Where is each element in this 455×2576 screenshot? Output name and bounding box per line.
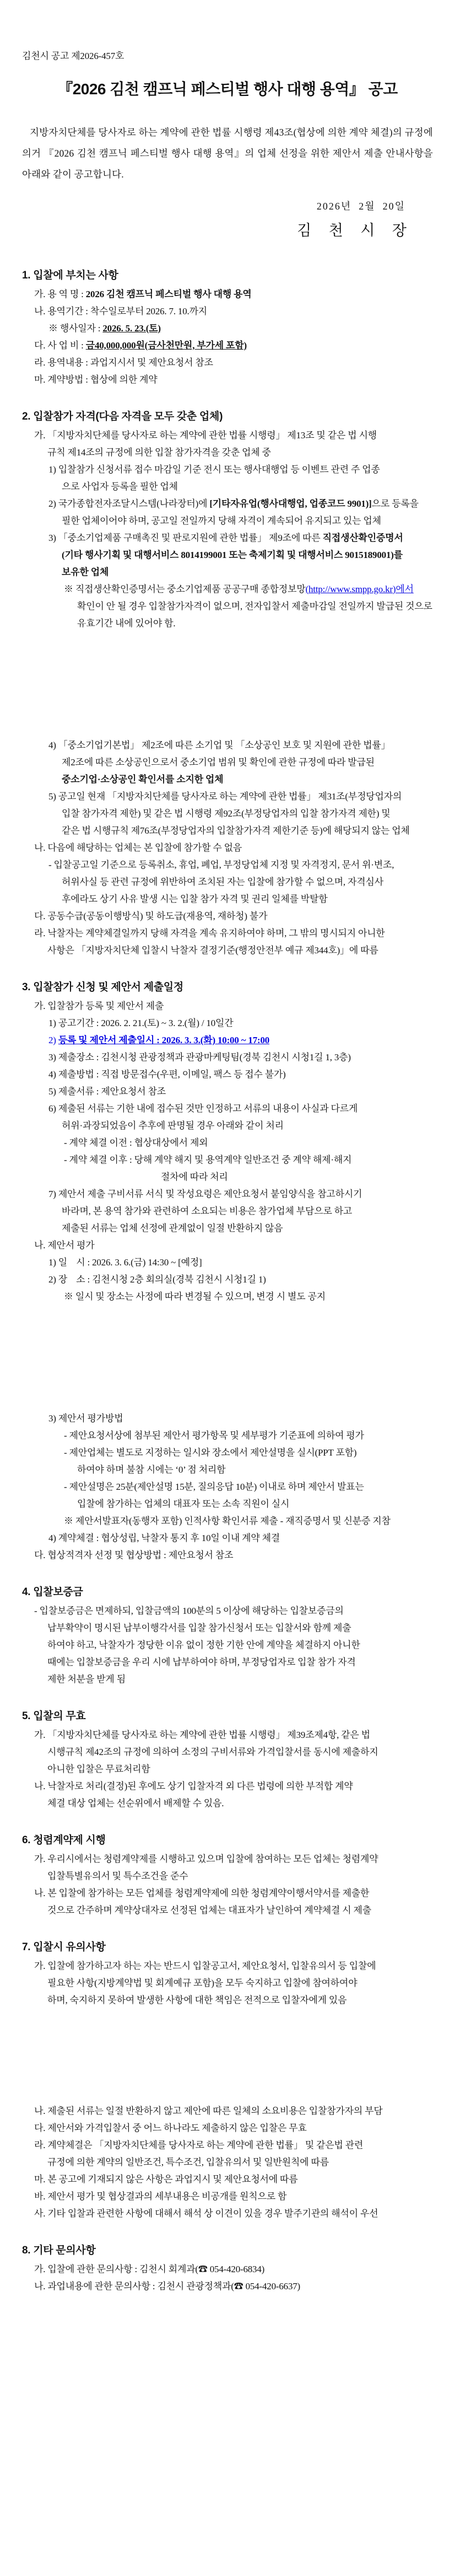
text-run: 2026 김천 캠프닉 페스티벌 행사 대행 용역 [85,288,252,299]
doc-line: 바라며, 본 용역 참가와 관련하여 소요되는 비용은 참가업체 부담으로 하고 [62,1205,353,1216]
doc-line: 4) 「중소기업기본법」 제2조에 따른 소기업 및 「소상공인 보호 및 지원에 관한 법률」 [48,739,391,750]
text-run: 2) 국가종합전자조달시스템(나라장터)에 [48,498,210,509]
text-run: [기타자유업(행사대행업, 업종코드 9901)] [209,498,372,509]
doc-line: 가. 입찰에 참가하고자 하는 자는 반드시 입찰공고서, 제안요청서, 입찰유의서 등 입찰에 [34,1960,376,1971]
doc-line [48,1032,433,1049]
doc-line: 제한 처분을 받게 됨 [47,1673,126,1684]
doc-line: 필요한 사항(지방계약법 및 회계예규 포함)을 모두 숙지하고 입찰에 참여하여야 [47,1977,358,1988]
doc-line: 라. 용역내용 : 과업지시서 및 제안요청서 참조 [34,357,213,368]
text-run: 직접생산확인증명서 [322,532,403,543]
doc-line [62,564,433,581]
doc-line: 라. 낙찰자는 계약체결일까지 당해 자격을 계속 유지하여야 하며, 그 밖의 명시되지 아니한 [34,927,385,938]
doc-line: 나. 낙찰자로 처리(결정)된 후에도 상기 입찰자격 외 다른 법령에 의한 부적합 계약 [34,1780,353,1791]
doc-line: 절차에 따라 처리 [161,1171,228,1182]
text-run: 3) 「중소기업제품 구매촉진 및 판로지원에 관한 법률」 제9조에 따른 [48,532,323,543]
section-heading: 4. 입찰보증금 [22,1586,83,1598]
mayor-signature: 김 천 시 장 [297,222,410,239]
doc-line: 6) 제출된 서류는 기한 내에 접수된 것만 인정하고 서류의 내용이 사실과 다르게 [48,1103,358,1114]
doc-line: 사항은 「지방자치단체 입찰시 낙찰자 결정기준(행정안전부 예규 제344호)」에 따름 [47,944,378,956]
doc-line: ※ 제안서발표자(동행자 포함) 인적사항 확인서류 제출 - 재직증명서 및 신분증 지참 [64,1515,391,1526]
doc-line: - 입찰공고일 기준으로 등록취소, 휴업, 폐업, 부정당업체 지정 및 자격정지, 문서 위·변조, [48,859,394,870]
doc-line: 3) 제출장소 : 김천시청 관광정책과 관광마케팅팀(경북 김천시 시청1길 1, 3층) [48,1051,351,1062]
section-heading: 3. 입찰참가 신청 및 제안서 제출일정 [22,981,183,993]
section-heading: 6. 청렴계약제 시행 [22,1834,106,1846]
doc-line: 때에는 입찰보증금을 우리 시에 납부하여야 하며, 부정당업자로 입찰 참가 자격 [47,1656,356,1667]
doc-line: 가. 입찰에 관한 문의사항 : 김천시 회계과(☎ 054-420-6834) [34,2263,265,2274]
doc-line: 마. 계약방법 : 협상에 의한 계약 [34,374,158,385]
text-run: 가. 용 역 명 : [34,288,86,299]
text-run: 2) [48,1034,58,1045]
section-heading: 7. 입찰시 유의사항 [22,1941,106,1953]
doc-line: 다. 협상적격자 선정 및 협상방법 : 제안요청서 참조 [34,1549,234,1560]
text-run: ※ 직접생산확인증명서는 중소기업제품 공공구매 종합정보망 [64,583,306,594]
page-title: 『2026 김천 캠프닉 페스티벌 행사 대행 용역』 공고 [57,80,398,98]
doc-line: 바. 제안서 평가 및 협상결과의 세부내용은 비공개를 원칙으로 함 [34,2191,287,2202]
doc-line: 규정에 의한 계약의 일반조건, 특수조건, 입찰유의서 및 일반원칙에 따름 [47,2156,329,2167]
text-run: ※ 행사일자 : [48,323,103,334]
doc-line: 허위·과장되었음이 추후에 판명될 경우 아래와 같이 처리 [62,1120,284,1131]
doc-line: 입찰특별유의서 및 특수조건을 준수 [47,1870,188,1881]
text-run: 중소기업·소상공인 확인서를 소지한 업체 [62,774,224,785]
announcement-date: 2026년 2월 20일 [316,200,405,212]
doc-line: - 제안설명은 25분(제안설명 15분, 질의응답 10분) 이내로 하며 제안서 발표는 [64,1481,364,1492]
section-heading: 5. 입찰의 무효 [22,1710,86,1722]
doc-line: 입찰 참가자격 제한) 및 같은 법 시행령 제92조(부정당업자의 입찰 참가자격 제한) 및 [62,808,391,819]
doc-line: - 계약 체결 이전 : 협상대상에서 제외 [64,1137,208,1148]
doc-line: 하여야 하며 불참 시에는 ‘0’ 점 처리함 [77,1464,226,1475]
doc-line [48,495,433,512]
doc-line: 나. 본 입찰에 참가하는 모든 업체를 청렴계약제에 의한 청렴계약이행서약서를 제출한 [34,1887,370,1898]
doc-line: 나. 제출된 서류는 일절 반환하지 않고 제안에 따른 일체의 소요비용은 입찰참가자의 부담 [34,2105,383,2116]
doc-line: 으로 사업자 등록을 필한 업체 [62,481,178,492]
doc-line: 4) 제출방법 : 직접 방문접수(우편, 이메일, 팩스 등 접수 불가) [48,1069,286,1080]
doc-line: 입찰에 참가하는 업체의 대표자 또는 소속 직원이 실시 [77,1498,290,1509]
text-run: 금40,000,000원(금사천만원, 부가세 포함) [85,340,247,351]
doc-line: 나. 용역기간 : 착수일로부터 2026. 7. 10.까지 [34,305,208,316]
doc-line: 후에라도 상기 사유 발생 시는 입찰 참가 자격 및 권리 일체를 박탈함 [62,893,328,904]
doc-number: 김천시 공고 제2026-457호 [22,51,124,61]
doc-line: 1) 입찰참가 신청서류 접수 마감일 기준 전시 또는 행사대행업 등 이벤트 관련 주 업종 [48,464,380,475]
doc-line: 사. 기타 입찰과 관련한 사항에 대해서 해석 상 이견이 있을 경우 발주기관의 해석이 우선 [34,2208,378,2219]
doc-line: 가. 「지방자치단체를 당사자로 하는 계약에 관한 법률 시행령」 제13조 및 같은 법 시행 [34,430,377,441]
doc-line: 다. 제안서와 가격입찰서 중 어느 하나라도 제출하지 않은 입찰은 무효 [34,2122,307,2133]
doc-line: 하며, 숙지하지 못하여 발생한 사항에 대한 책임은 전적으로 입찰자에게 있음 [47,1994,347,2005]
doc-line: 허위사실 등 관련 규정에 위반하여 조치된 자는 입찰에 참가할 수 없으며, 자격심사 [62,876,383,887]
doc-line [34,337,433,354]
doc-line: 2) 장 소 : 김천시청 2층 회의실(경북 김천시 시청1길 1) [48,1274,266,1285]
doc-line [62,546,433,564]
doc-line: - 입찰보증금은 면제하되, 입찰금액의 100분의 5 이상에 해당하는 입찰보증금의 [34,1605,344,1616]
doc-line: 제출된 서류는 업체 선정에 관계없이 일절 반환하지 않음 [62,1222,283,1233]
intro-paragraph: 지방자치단체를 당사자로 하는 계약에 관한 법률 시행령 제43조(협상에 의한 계약 체결)의 규정에 의거 『2026 김천 캠프닉 페스티벌 행사 대행 용역』의 업체 선정을 위한 제안서 제출 안내사항을 아래와 같이 공고합니다. [22,126,433,180]
doc-line: 규칙 제14조의 규정에 의한 입찰 참가자격을 갖춘 업체 중 [47,447,271,458]
text-run: 2026. 5. 23.(토) [102,323,161,334]
doc-line [48,529,433,546]
doc-line: 가. 입찰참가 등록 및 제안서 제출 [34,1000,164,1011]
doc-line: 가. 우리시에서는 청렴계약제를 시행하고 있으며 입찰에 참여하는 모든 업체는 청렴계약 [34,1853,378,1864]
doc-line: 다. 공동수급(공동이행방식) 및 하도급(재용역, 재하청) 불가 [34,910,268,921]
text-run: 다. 사 업 비 : [34,340,86,351]
section-heading: 2. 입찰참가 자격(다음 자격을 모두 갖춘 업체) [22,410,223,422]
doc-line: 1) 공고기간 : 2026. 2. 21.(토) ~ 3. 2.(월) / 10일간 [48,1017,234,1028]
smpp-link[interactable]: (http://www.smpp.go.kr)에서 [305,583,414,594]
doc-line: - 제안요청서상에 첨부된 제안서 평가항목 및 세부평가 기준표에 의하여 평가 [64,1430,364,1441]
doc-line: 유효기간 내에 있어야 함. [77,618,176,629]
doc-line: 가. 「지방자치단체를 당사자로 하는 계약에 관한 법률 시행령」 제39조제4항, 같은 법 [34,1729,370,1740]
text-run: 등록 및 제안서 제출일시 : 2026. 3. 3.(화) 10:00 ~ 17:00 [58,1034,270,1045]
document-body [22,47,433,2295]
doc-line: 하여야 하고, 낙찰자가 정당한 이유 없이 정한 기한 안에 계약을 체결하지 아니한 [47,1639,360,1650]
doc-line: 나. 제안서 평가 [34,1239,95,1251]
doc-line: - 계약 체결 이후 : 당해 계약 해지 및 용역계약 일반조건 중 계약 해제·해지 [64,1154,352,1165]
doc-line: 4) 계약체결 : 협상성립, 낙찰자 통지 후 10일 이내 계약 체결 [48,1532,280,1543]
doc-line: 아니한 입찰은 무료처리함 [47,1763,150,1774]
doc-line: 제2조에 따른 소상공인으로서 중소기업 범위 및 확인에 관한 규정에 따라 발급된 [62,756,375,768]
doc-line: 체결 대상 업체는 선순위에서 배제할 수 있음. [47,1797,224,1808]
section-heading: 1. 입찰에 부치는 사항 [22,269,118,281]
doc-line: ※ 일시 및 장소는 사정에 따라 변경될 수 있으며, 변경 시 별도 공지 [64,1291,326,1302]
doc-line: 7) 제안서 제출 구비서류 서식 및 작성요령은 제안요청서 붙임양식을 참고하시기 [48,1188,362,1199]
doc-line: 납부확약이 명시된 납부이행각서를 입찰 참가신청서 또는 입찰서와 함께 제출 [47,1622,351,1633]
text-run: 으로 등록을 [371,498,419,509]
text-run: (기타 행사기획 및 대행서비스 8014199001 또는 축제기획 및 대행서비스 9015189001)를 [62,549,403,560]
doc-line: 3) 제안서 평가방법 [48,1413,123,1424]
doc-line: - 제안업체는 별도로 지정하는 일시와 장소에서 제안설명을 실시(PPT 포함) [64,1447,357,1458]
doc-line: 시행규칙 제42조의 규정에 의하여 소정의 구비서류와 가격입찰서를 동시에 제출하지 [47,1746,378,1757]
doc-line: 1) 일 시 : 2026. 3. 6.(금) 14:30 ~ [예정] [48,1257,202,1268]
doc-line: 5) 제출서류 : 제안요청서 참조 [48,1086,166,1097]
doc-line: 나. 다음에 해당하는 업체는 본 입찰에 참가할 수 없음 [34,842,242,853]
doc-line: 것으로 간주하며 계약상대자로 선정된 업체는 대표자가 날인하여 계약체결 시 제출 [47,1904,371,1915]
doc-line: 라. 계약체결은 「지방자치단체를 당사자로 하는 계약에 관한 법률」 및 같은법 관련 [34,2139,364,2150]
doc-line: 나. 과업내용에 관한 문의사항 : 김천시 관광정책과(☎ 054-420-6637) [34,2280,301,2291]
section-heading: 8. 기타 문의사항 [22,2244,96,2256]
doc-line [34,286,433,303]
doc-line: 필한 업체이어야 하며, 공고일 전일까지 당해 자격이 계속되어 유지되고 있는 업체 [62,515,381,526]
doc-line [48,320,433,337]
doc-line: 5) 공고일 현재 「지방자치단체를 당사자로 하는 계약에 관한 법률」 제31조(부정당업자의 [48,791,402,802]
doc-line: 확인이 안 될 경우 입찰참가자격이 없으며, 전자입찰서 제출마감일 전일까지 발급된 것으로 [77,600,432,611]
text-run: 보유한 업체 [62,566,109,577]
doc-line: 같은 법 시행규칙 제76조(부정당업자의 입찰참가자격 제한기준 등)에 해당되지 않는 업체 [62,825,410,836]
doc-line [64,581,433,598]
doc-line: 마. 본 공고에 기재되지 않은 사항은 과업지시 및 제안요청서에 따름 [34,2174,298,2185]
doc-line [62,771,433,788]
